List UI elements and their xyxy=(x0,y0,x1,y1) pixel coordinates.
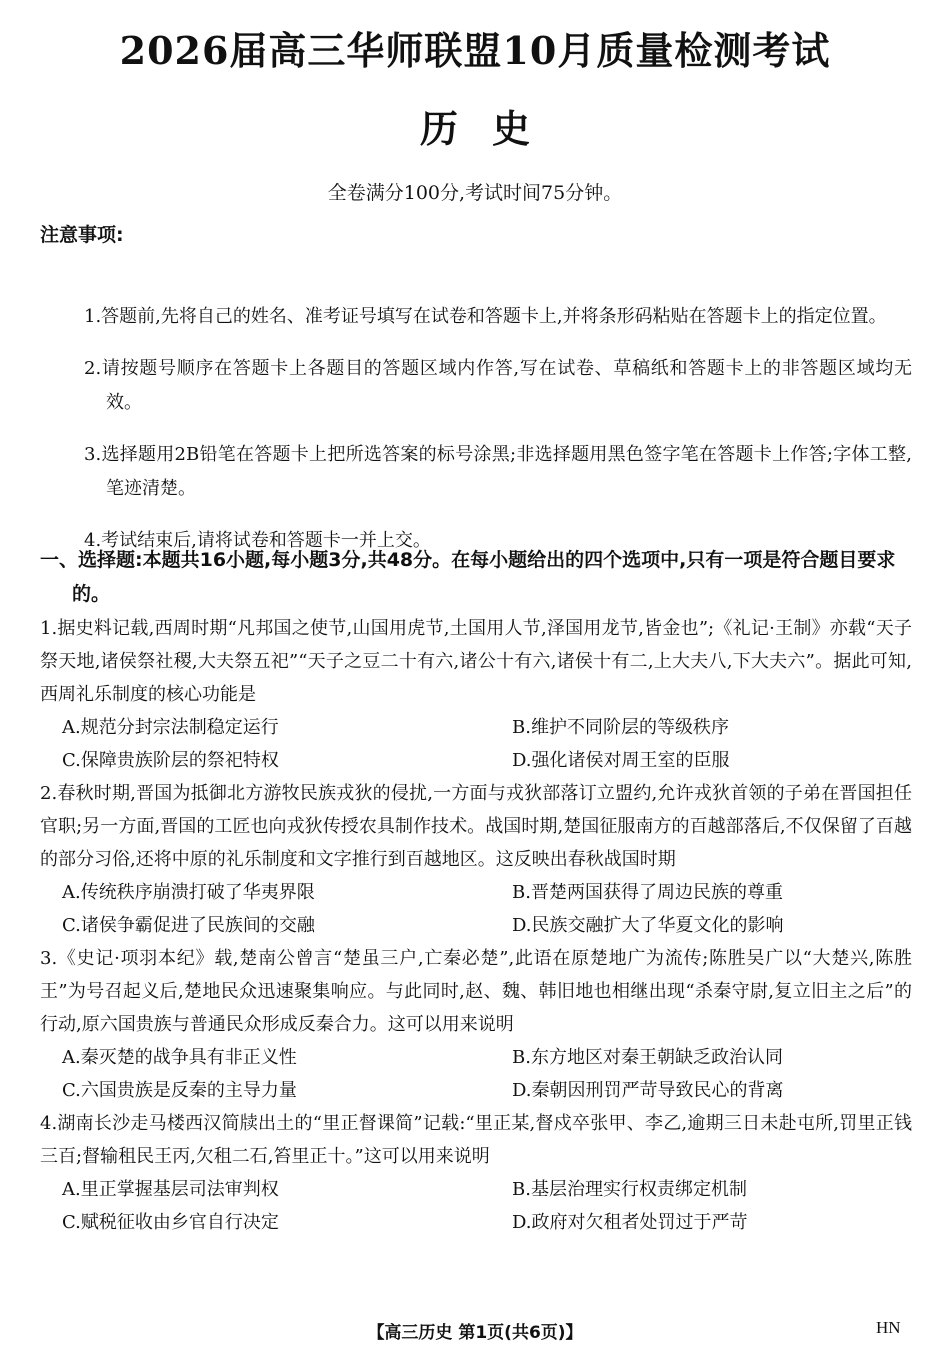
question-3 xyxy=(40,942,912,1107)
notice-heading: 注意事项: xyxy=(40,224,124,246)
page-footer: 【高三历史 第1页(共6页)】 xyxy=(367,1323,583,1343)
question-list xyxy=(40,612,912,1239)
exam-info: 全卷满分100分,考试时间75分钟。 xyxy=(327,182,623,204)
option-d: D.政府对欠租者处罚过于严苛 xyxy=(512,1212,748,1233)
option-c: C.六国贵族是反秦的主导力量 xyxy=(62,1080,297,1101)
option-b: B.维护不同阶层的等级秩序 xyxy=(512,717,729,738)
question-4 xyxy=(40,1107,912,1239)
question-stem: 2.春秋时期,晋国为抵御北方游牧民族戎狄的侵扰,一方面与戎狄部落订立盟约,允许戎狄首领的子弟在晋国担任官职;另一方面,晋国的工匠也向戎狄传授农具制作技术。战国时期,楚国征服南方的百越部落后,不仅保留了百越的部分习俗,还将中原的礼乐制度和文字推行到百越地区。这反映出春秋战国时期 xyxy=(40,783,912,870)
option-a: A.规范分封宗法制稳定运行 xyxy=(62,717,279,738)
question-stem: 1.据史料记载,西周时期“凡邦国之使节,山国用虎节,土国用人节,泽国用龙节,皆金也”;《礼记·王制》亦载“天子祭天地,诸侯祭社稷,大夫祭五祀”“天子之豆二十有六,诸公十有六,诸侯十有二,上大夫八,下大夫六”。据此可知,西周礼乐制度的核心功能是 xyxy=(40,618,912,705)
question-stem: 3.《史记·项羽本纪》载,楚南公曾言“楚虽三户,亡秦必楚”,此语在原楚地广为流传;陈胜吴广以“大楚兴,陈胜王”为号召起义后,楚地民众迅速聚集响应。与此同时,赵、魏、韩旧地也相继出现“杀秦守尉,复立旧主之后”的行动,原六国贵族与普通民众形成反秦合力。这可以用来说明 xyxy=(40,948,912,1035)
option-group xyxy=(40,876,912,942)
option-c: C.保障贵族阶层的祭祀特权 xyxy=(62,750,279,771)
notice-item: 1.答题前,先将自己的姓名、准考证号填写在试卷和答题卡上,并将条形码粘贴在答题卡上的指定位置。 xyxy=(84,306,887,327)
subject-title: 历史 xyxy=(419,106,564,151)
option-c: C.赋税征收由乡官自行决定 xyxy=(62,1212,279,1233)
option-b: B.基层治理实行权责绑定机制 xyxy=(512,1179,747,1200)
exam-title: 2026届高三华师联盟10月质量检测考试 xyxy=(119,28,831,73)
option-a: A.秦灭楚的战争具有非正义性 xyxy=(62,1047,297,1068)
notice-item: 3.选择题用2B铅笔在答题卡上把所选答案的标号涂黑;非选择题用黑色签字笔在答题卡上作答;字体工整,笔迹清楚。 xyxy=(84,444,912,499)
question-2 xyxy=(40,777,912,942)
option-group xyxy=(40,1041,912,1107)
option-group xyxy=(40,1173,912,1239)
option-d: D.民族交融扩大了华夏文化的影响 xyxy=(512,915,784,936)
option-c: C.诸侯争霸促进了民族间的交融 xyxy=(62,915,315,936)
question-stem: 4.湖南长沙走马楼西汉简牍出土的“里正督课简”记载:“里正某,督戍卒张甲、李乙,逾期三日未赴屯所,罚里正钱三百;督输租民王丙,欠租二石,笞里正十。”这可以用来说明 xyxy=(40,1113,912,1167)
footer-code: HN xyxy=(876,1318,901,1337)
option-group xyxy=(40,711,912,777)
notice-list xyxy=(84,282,912,558)
notice-item: 4.考试结束后,请将试卷和答题卡一并上交。 xyxy=(84,530,431,551)
question-1 xyxy=(40,612,912,777)
notice-item: 2.请按题号顺序在答题卡上各题目的答题区域内作答,写在试卷、草稿纸和答题卡上的非答题区域均无效。 xyxy=(84,358,912,413)
option-d: D.秦朝因刑罚严苛导致民心的背离 xyxy=(512,1080,784,1101)
section-heading: 一、选择题:本题共16小题,每小题3分,共48分。在每小题给出的四个选项中,只有一项是符合题目要求的。 xyxy=(40,549,896,605)
option-a: A.传统秩序崩溃打破了华夷界限 xyxy=(62,882,315,903)
option-b: B.东方地区对秦王朝缺乏政治认同 xyxy=(512,1047,783,1068)
option-b: B.晋楚两国获得了周边民族的尊重 xyxy=(512,882,783,903)
option-a: A.里正掌握基层司法审判权 xyxy=(62,1179,279,1200)
option-d: D.强化诸侯对周王室的臣服 xyxy=(512,750,730,771)
